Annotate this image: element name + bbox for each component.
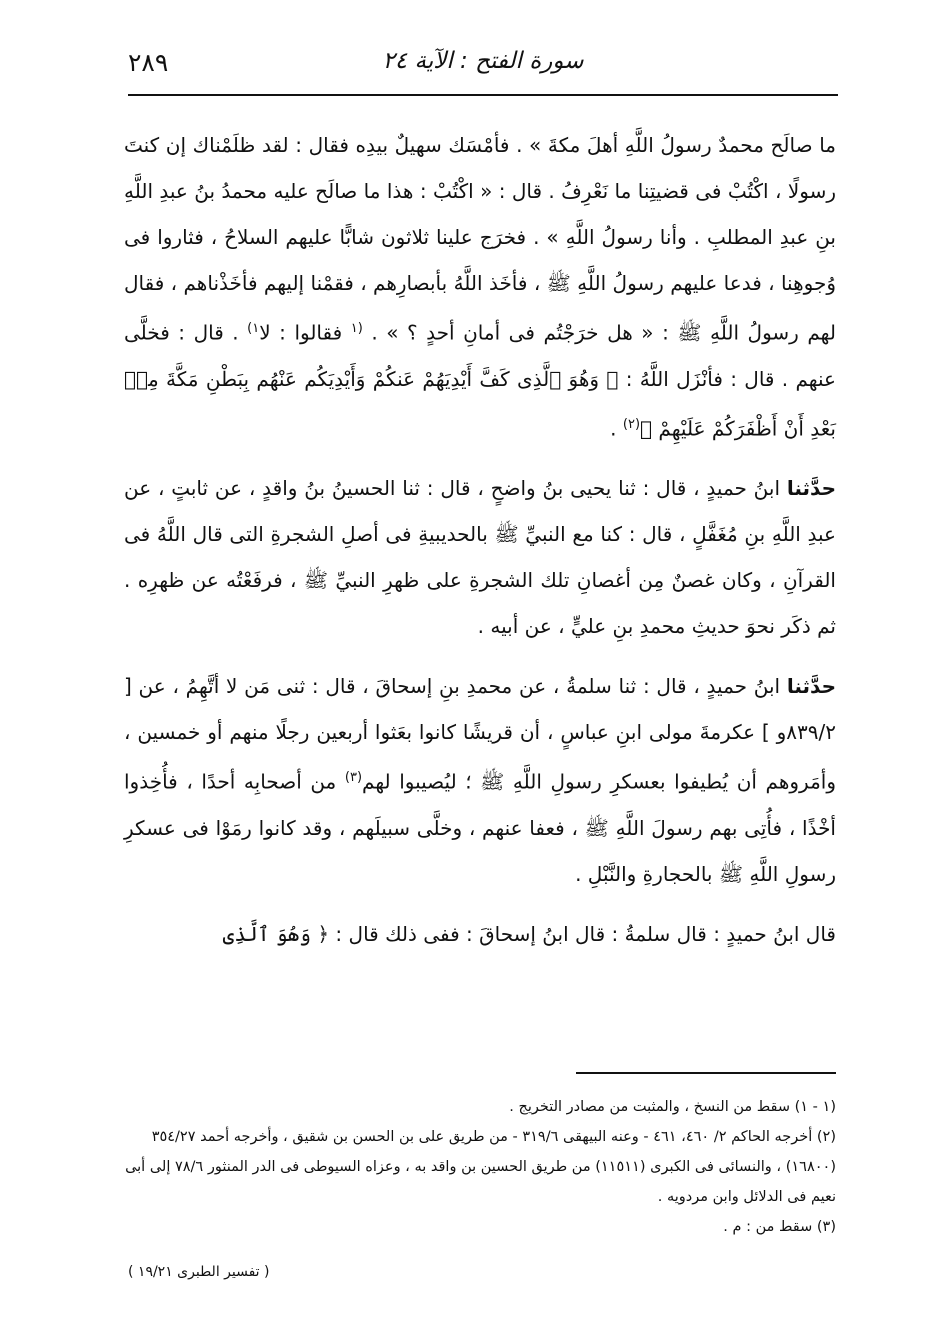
paragraph-3 [124,663,836,897]
footnote-2: (٢) أخرجه الحاكم ٢/ ٤٦٠، ٤٦١ - وعنه البيهقى ٣١٩/٦ - من طريق على بن الحسن بن شقيق ، وأخرجه أحمد ٣٥٤/٢٧ (١٦٨٠٠) ، والنسائى فى الكبرى (١١٥١١) من طريق الحسين بن واقد به ، وعزاه السيوطى فى الدر المنثور ٧٨/٦ إلى أبى نعيم فى الدلائل وابن مردويه . [125,1129,836,1205]
paragraph-3-text-b: من أصحابِه أحدًا ، فأُخِذوا أخْذًا ، فأُتِى بهم رسولَ اللَّهِ ﷺ ، فعفا عنهم ، وخلَّى سبيلَهم ، وقد كانوا رمَوْا فى عسكرِ رسولِ اللَّهِ ﷺ بالحجارةِ والنَّبْلِ . [124,769,836,886]
paragraph-1 [124,122,836,451]
page-number: ٢٨٩ [128,48,169,77]
main-text [124,122,836,971]
paragraph-2 [124,465,836,649]
footnote-separator [576,1072,836,1074]
quran-verse-start: ﴿ وَهُوَ ٱلَّذِى [222,921,330,946]
paragraph-2-lead: حدَّثنا [786,476,836,501]
footnote-3: (٣) سقط من : م . [723,1219,836,1235]
running-title: سورة الفتح : الآية ٢٤ [382,48,584,74]
paragraph-2-text: ابنُ حميدٍ ، قال : ثنا يحيى بنُ واضحٍ ، قال : ثنا الحسينُ بنُ واقدٍ ، عن ثابتٍ ، عن عبدِ اللَّهِ بنِ مُغَفَّلٍ ، قال : كنا مع النبيِّ ﷺ بالحديبيةِ فى أصلِ الشجرةِ التى قال اللَّهُ فى القرآنِ ، وكان غصنٌ مِن أغصانِ تلك الشجرةِ على ظهرِ النبيِّ ﷺ ، فرفَعْتُه عن ظهرِه . ثم ذكَر نحوَ حديثِ محمدِ بنِ عليٍّ ، عن أبيه . [124,476,836,639]
footnote-ref-3: (٣) [344,770,363,786]
footnote-ref-2: (٢) [622,416,641,432]
volume-reference: ( تفسير الطبرى ١٩/٢١ ) [128,1264,270,1280]
paragraph-1-text-b: فقالوا : لا [259,320,351,345]
paragraph-3-text-a: ابنُ حميدٍ ، قال : ثنا سلمةُ ، عن محمدِ بنِ إسحاقَ ، قال : ثنى مَن لا أتَّهِمُ ، عن [ ٨٣٩/٢و ] عكرمةَ مولى ابنِ عباسٍ ، أن قريشًا كانوا بعَثوا أربعين رجلًا منهم أو خمسين ، وأمَروهم أن يُطيفوا بعسكرِ رسولِ اللَّهِ ﷺ ؛ ليُصيبوا لهم [124,674,837,794]
footnotes [124,1092,836,1242]
quran-verse: ﴿ وَهُوَ ٱلَّذِى كَفَّ أَيْدِيَهُمْ عَنكُمْ وَأَيْدِيَكُم عَنْهُم بِبَطْنِ مَكَّةَ مِنۢ بَعْدِ أَنْ أَظْفَرَكُمْ عَلَيْهِمْ ﴾ [124,366,836,441]
paragraph-1-text-c: . قال : فخلَّى عنهم . قال : فأنْزَل اللَّهُ : [124,320,836,391]
footnote-ref-1-close: ١) [247,321,260,336]
paragraph-1-text-a: ما صالَح محمدٌ رسولُ اللَّهِ أهلَ مكةَ » . فأمْسَك سهيلٌ بيدِه فقال : لقد ظلَمْناك إن كنتَ رسولًا ، اكْتُبْ فى قضيتِنا ما نَعْرِفُ . قال : « اكْتُبْ : هذا ما صالَح عليه محمدُ بنُ عبدِ اللَّهِ بنِ عبدِ المطلبِ . وأنا رسولُ اللَّهِ » . فخرَج علينا ثلاثون شابًّا عليهم السلاحُ ، فثاروا فى وُجوهِنا ، فدعا عليهم رسولُ اللَّهِ ﷺ ، فأخَذ اللَّهُ بأبصارِهم ، فقمْنا إليهم فأخَذْناهم ، فقال لهم رسولُ اللَّهِ ﷺ : « هل خرَجْتُم فى أمانِ أحدٍ ؟ » . [124,133,836,345]
footnote-ref-1-open: (١ [350,321,363,336]
paragraph-4-text: قال ابنُ حميدٍ : قال سلمةُ : قال ابنُ إسحاقَ : ففى ذلك قال : [329,921,836,946]
paragraph-1-end: . [610,416,623,441]
footnote-1: (١ - ١) سقط من النسخ ، والمثبت من مصادر التخريج . [509,1099,836,1115]
paragraph-3-lead: حدَّثنا [786,674,836,699]
paragraph-4 [124,911,836,957]
page-header [128,42,838,96]
